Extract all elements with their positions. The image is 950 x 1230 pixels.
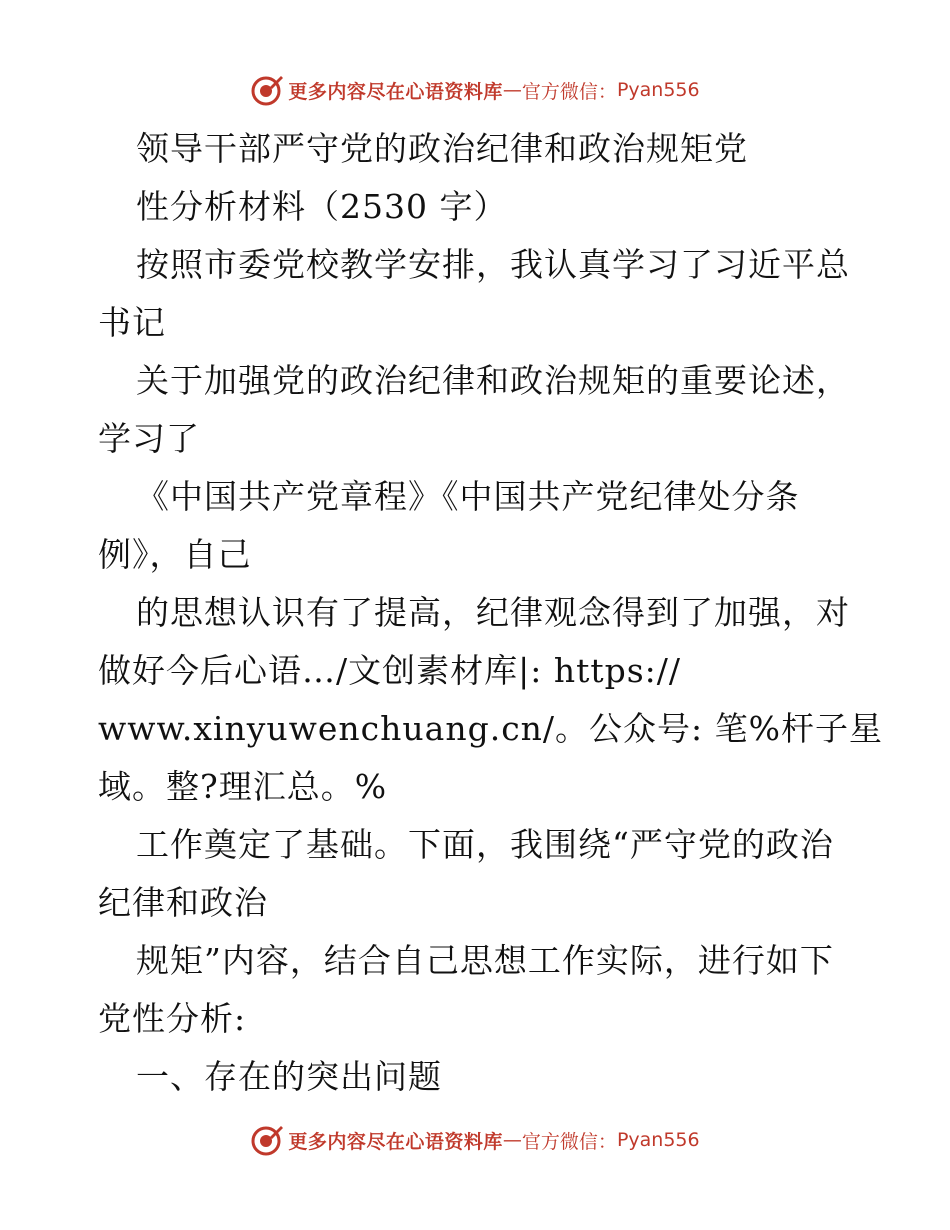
paragraph-line: 规矩”内容，结合自己思想工作实际，进行如下	[136, 941, 834, 980]
paragraph-line: 做好今后心语…/文创素材库|: https://	[98, 651, 682, 690]
paragraph-line: 关于加强党的政治纪律和政治规矩的重要论述，	[136, 361, 850, 400]
paragraph-line: 按照市委党校教学安排，我认真学习了习近平总	[136, 245, 850, 284]
paragraph-line: 例》，自己	[98, 535, 252, 574]
paragraph-line: 书记	[98, 303, 166, 342]
section-heading: 一、存在的突出问题	[136, 1057, 442, 1096]
watermark-wechat-id: Pyan556	[616, 1129, 700, 1151]
watermark-title: 更多内容尽在心语资料库	[288, 1130, 503, 1153]
pen-logo-icon	[250, 73, 284, 107]
pen-logo-icon	[250, 1123, 284, 1157]
paragraph-line: 《中国共产党章程》《中国共产党纪律处分条	[136, 477, 800, 516]
title-line-2: 性分析材料（2530 字）	[136, 187, 508, 226]
footer-watermark	[0, 1118, 950, 1162]
title-line-1: 领导干部严守党的政治纪律和政治规矩党	[136, 129, 748, 168]
paragraph-line: www.xinyuwenchuang.cn/。公众号: 笔%杆子星	[98, 709, 884, 748]
header-watermark	[0, 68, 950, 112]
watermark-separator: —	[502, 79, 522, 101]
paragraph-line: 党性分析:	[98, 999, 247, 1038]
paragraph-line: 的思想认识有了提高，纪律观念得到了加强，对	[136, 593, 850, 632]
watermark-separator: —	[502, 1129, 522, 1151]
paragraph-line: 域。整?理汇总。%	[98, 767, 388, 806]
watermark-wechat-label: 官方微信：	[521, 80, 617, 103]
paragraph-line: 纪律和政治	[98, 883, 268, 922]
watermark-wechat-id: Pyan556	[616, 79, 700, 101]
watermark-wechat-label: 官方微信：	[521, 1130, 617, 1153]
watermark-title: 更多内容尽在心语资料库	[288, 80, 503, 103]
document-body	[98, 120, 884, 1106]
paragraph-line: 工作奠定了基础。下面，我围绕“严守党的政治	[136, 825, 834, 864]
paragraph-line: 学习了	[98, 419, 200, 458]
